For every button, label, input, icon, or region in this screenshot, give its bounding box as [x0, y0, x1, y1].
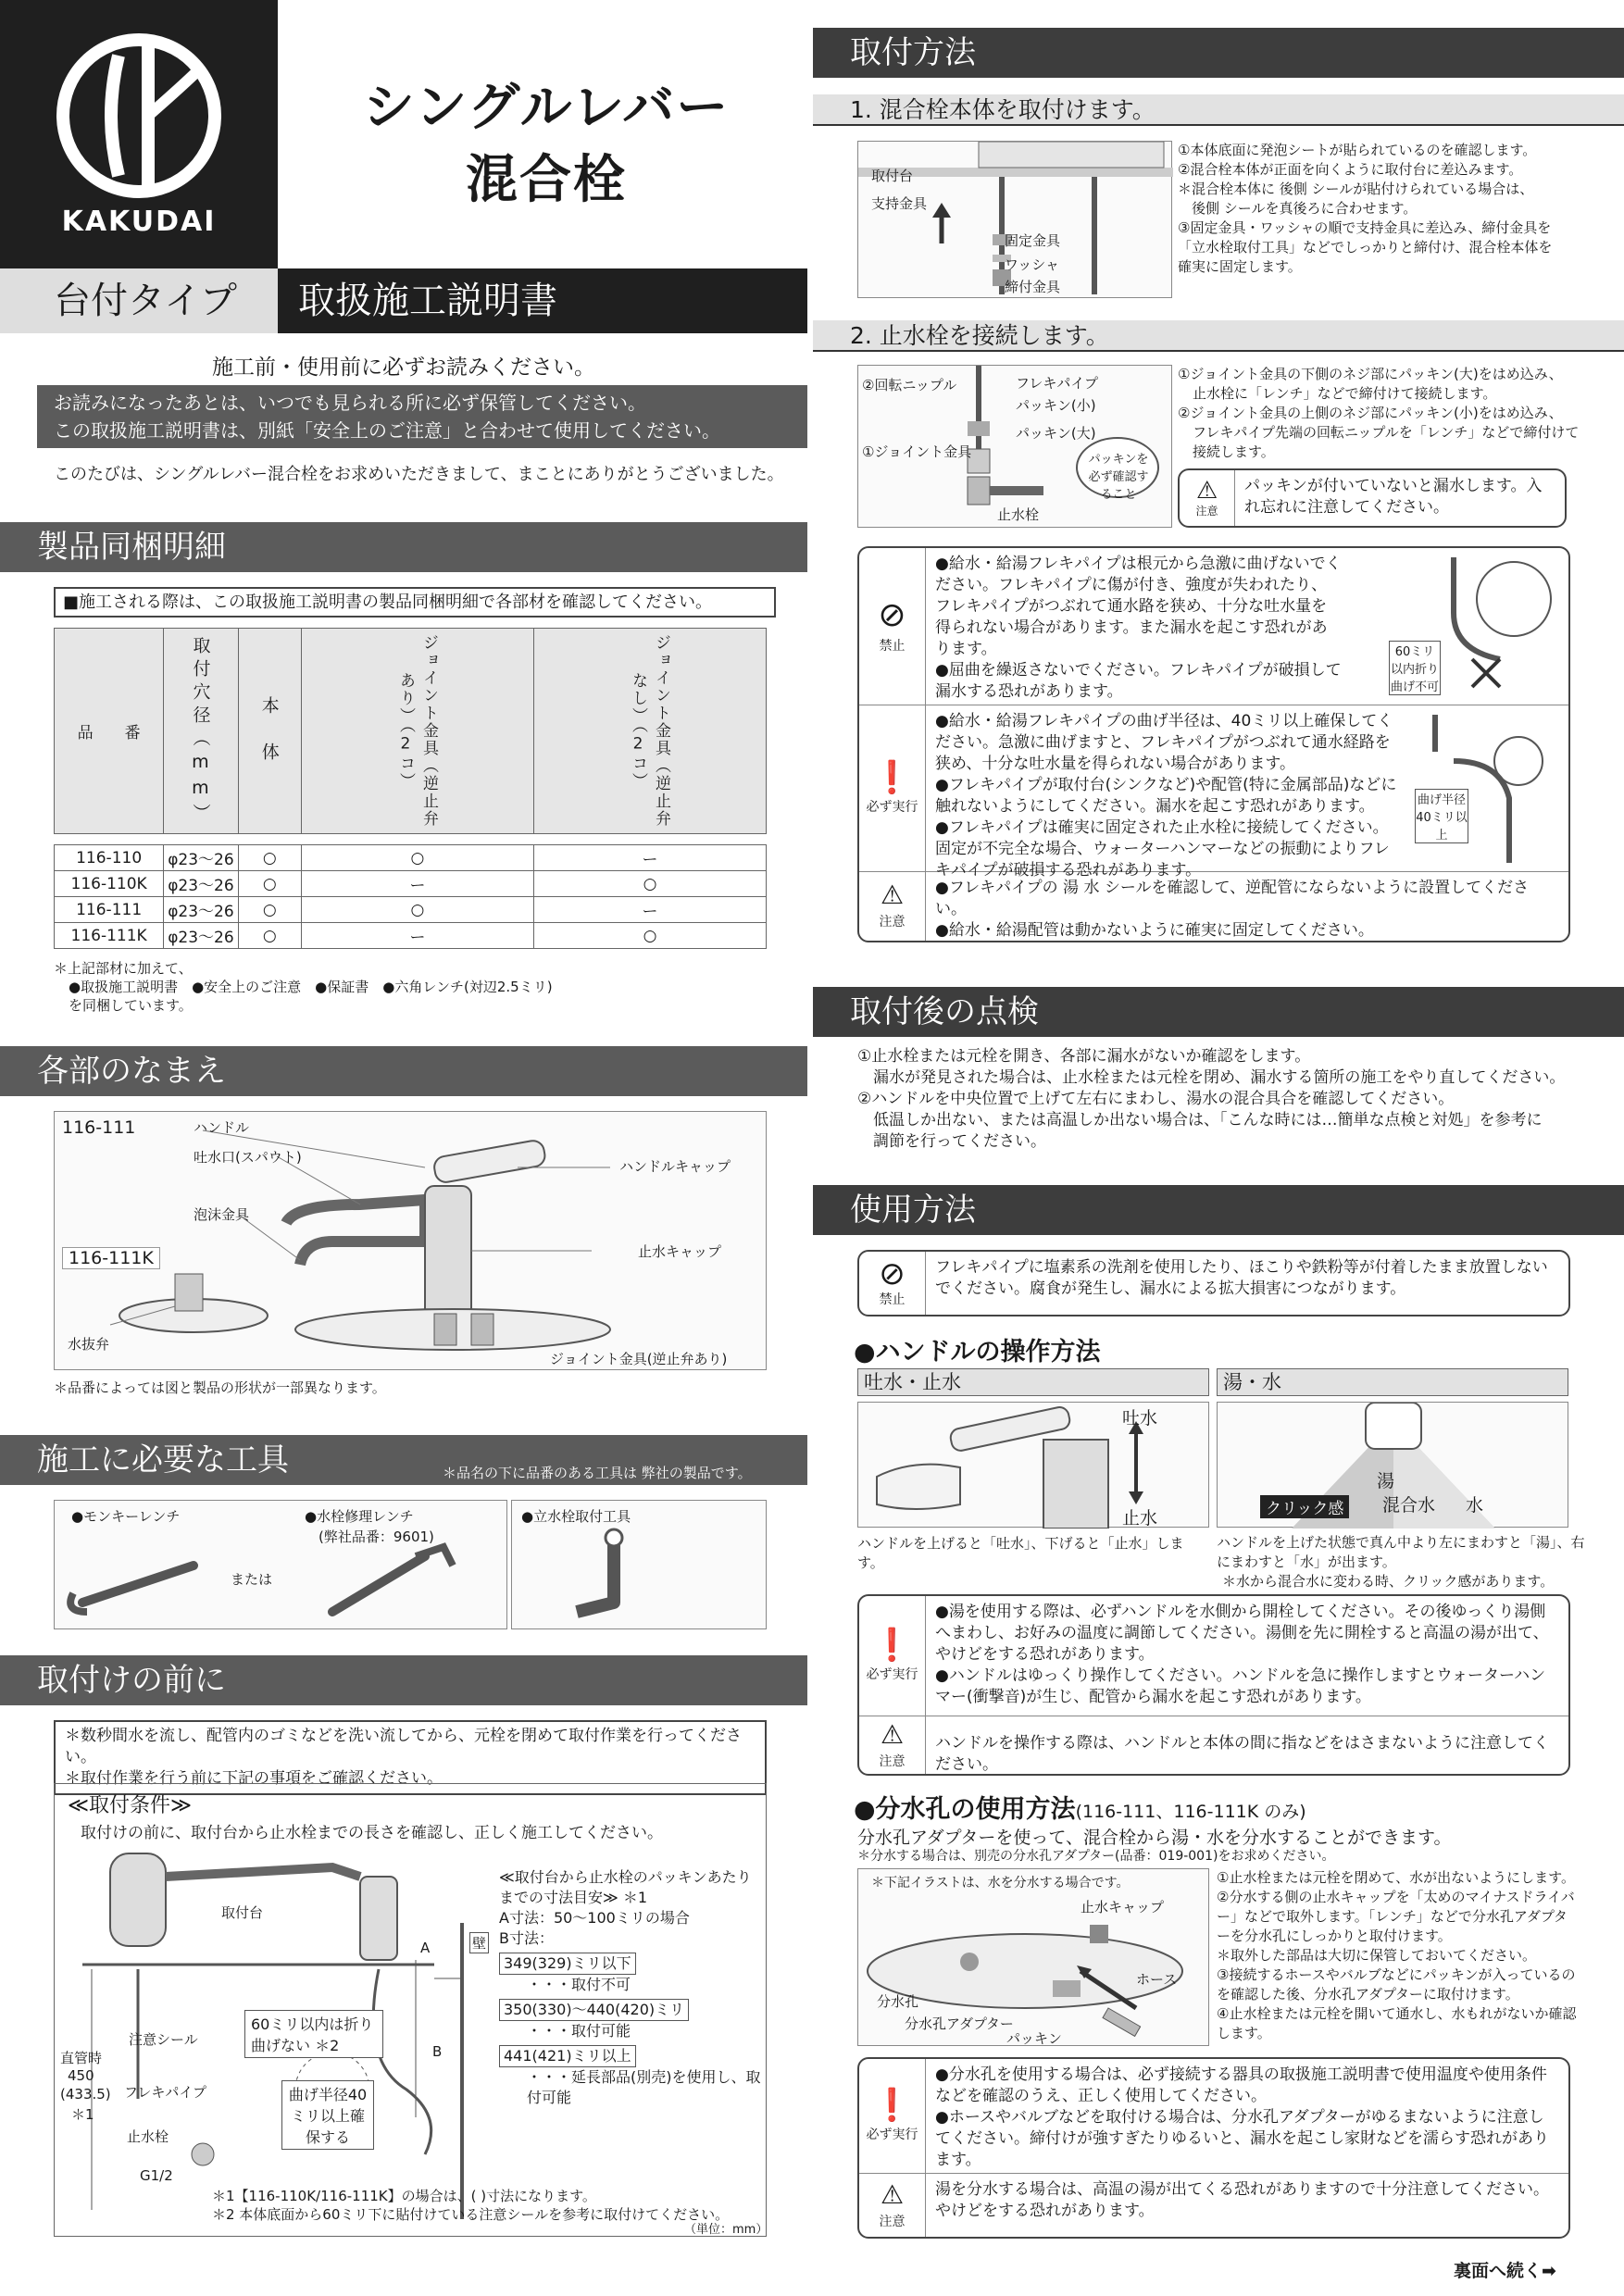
install-conditions: ≪取付条件≫ 取付けの前に、取付台から止水栓までの長さを確認し、正しく施工してください。 取付台 注意シール フレキパイプ 止水栓 直管時 450 (433.5) ＊1 G1/2 壁 A B 60ミリ以内は折り曲げない ＊2 曲げ半径40ミリ以上確保する ≪取付台から止水栓のパッキンあたりまでの寸法目安≫ ＊1 A寸法：50～100ミリの場合 B寸法： 349(329)ミリ以下 ・・・取付不可 350(330)～440(420)ミリ ・・・取付可能 441(421)ミリ以上 ・・・延長部品(別売)を使用し、取付可能 ＊1【116-110K/116-111K】の場合は、( )寸法になります。 ＊2 本体底面から60ミリ下に貼付けている注意シールを参考に取付けてください。 （単位：mm）	[54, 1783, 767, 2237]
th-part-no: 品 番	[55, 629, 164, 834]
pipe-bend-icon	[1352, 548, 1565, 705]
tools-box-1	[54, 1500, 507, 1629]
step-2-caution: ⚠ 注意 パッキンが付いていないと漏水します。入れ忘れに注意してください。	[1178, 468, 1567, 528]
label-b: B	[432, 2043, 443, 2060]
label-handle-cap: ハンドルキャップ	[619, 1158, 731, 1175]
label-aerator: 泡沫金具	[194, 1206, 250, 1223]
section-check: 取付後の点検	[813, 987, 1624, 1037]
handle-warnings: ❗ 必ず実行 ●湯を使用する際は、必ずハンドルを水側から開栓してください。その後ゆっくり湯側へまわし、お好みの温度に調節してください。湯側を先に開栓すると高温の湯が出て、やけどをする恐れがあります。 ●ハンドルはゆっくり操作してください。ハンドルを急に操作しますとウォーターハンマー(衝撃音)が生じ、配管から漏水を起こす恐れがあります。 ⚠ 注意 ハンドルを操作する際は、ハンドルと本体の間に指などをはさまないように注意してください。	[857, 1594, 1570, 1776]
label-handle: ハンドル	[194, 1119, 250, 1136]
model-label: 116-111	[62, 1117, 136, 1138]
parts-table	[54, 628, 767, 949]
conditions-foot-1: ＊1【116-110K/116-111K】の場合は、( )寸法になります。	[212, 2188, 596, 2204]
conditions-title: ≪取付条件≫	[68, 1794, 193, 1817]
type-label: 台付タイプ	[0, 268, 278, 333]
handle-col-1: 吐水・止水	[857, 1368, 1209, 1396]
branch-sub-2: ＊分水する場合は、別売の分水孔アダプター(品番：019-001)をお求めください。	[857, 1849, 1335, 1864]
keep-notice	[37, 385, 807, 448]
callout-bend-60: 60ミリ以内は折り曲げない ＊2	[244, 2010, 383, 2058]
title-line-1: シングルレバー	[362, 78, 731, 138]
table-row: 116-111K φ23～26 ○ ー ○	[55, 923, 767, 949]
callout-radius-40: 曲げ半径40ミリ以上確保する	[281, 2080, 374, 2150]
section-contents: 製品同梱明細	[0, 522, 807, 572]
table-row: 116-110 φ23～26 ○ ○ ー	[55, 845, 767, 871]
label-g12: G1/2	[140, 2167, 173, 2184]
label-a: A	[420, 1940, 431, 1956]
handle-desc-2: ハンドルを上げた状態で真ん中より左にまわすと「湯」、右にまわすと「水」が出ます。 ＊水から混合水に変わる時、クリック感があります。	[1217, 1534, 1585, 1590]
prohibit-icon: ⊘	[878, 595, 906, 634]
tool-faucet-installer: ●立水栓取付工具	[521, 1508, 631, 1525]
bend-radius-figure: 曲げ半径40ミリ以上	[1407, 705, 1568, 871]
th-hole: 取付穴径（mm）	[190, 635, 211, 827]
label-cold: 水	[1466, 1495, 1484, 1516]
before-notes: ＊数秒間水を流し、配管内のゴミなどを洗い流してから、元栓を閉めて取付作業を行ってください。 ＊取付作業を行う前に下記の事項をご確認ください。	[54, 1720, 767, 1795]
handle-desc-1: ハンドルを上げると「吐水」、下げると「止水」します。	[857, 1535, 1184, 1571]
caution-triangle-icon: ⚠	[880, 880, 905, 910]
tools-note: ＊品名の下に品番のある工具は 弊社の製品です。	[443, 1465, 752, 1481]
model-label: 116-111K	[62, 1247, 160, 1269]
label-stop-cap: 止水キャップ	[638, 1243, 722, 1260]
section-install: 取付方法	[813, 28, 1624, 78]
label-spout-on: 吐水	[1122, 1408, 1158, 1429]
contents-note: ■施工される際は、この取扱施工説明書の製品同梱明細で各部材を確認してください。	[54, 587, 776, 618]
label-spout-off: 止水	[1122, 1508, 1158, 1529]
conditions-unit: （単位：mm）	[684, 2223, 768, 2237]
prohibit-icon: ⊘	[879, 1255, 906, 1292]
label-spout: 吐水口(スパウト)	[194, 1149, 302, 1166]
dimension-guide: ≪取付台から止水栓のパッキンあたりまでの寸法目安≫ ＊1 A寸法：50～100ミリの場合 B寸法： 349(329)ミリ以下 ・・・取付不可 350(330)～440(420)ミリ ・・・取付可能 441(421)ミリ以上 ・・・延長部品(別売)を使用し、取付可能	[499, 1868, 761, 2106]
thanks-text: このたびは、シングルレバー混合栓をお求めいただきまして、まことにありがとうございました。	[54, 465, 784, 484]
conditions-foot-2: ＊2 本体底面から60ミリ下に貼付けている注意シールを参考に取付けてください。	[212, 2206, 730, 2223]
table-row: 116-111 φ23～26 ○ ○ ー	[55, 897, 767, 923]
must-do-icon: ❗	[872, 1626, 912, 1664]
th-body: 本 体	[258, 696, 280, 766]
th-joint-a: ジョイント金具（逆止弁あり）（2コ）	[395, 634, 438, 828]
branch-sub: 分水孔アダプターを使って、混合栓から湯・水を分水することができます。	[857, 1828, 1452, 1848]
step-2-title: 2. 止水栓を接続します。	[813, 320, 1624, 352]
wrench-icon	[55, 1501, 508, 1630]
logo-panel	[0, 0, 278, 268]
must-do-icon: ❗	[872, 758, 912, 796]
tool-monkey-wrench: ●モンキーレンチ	[71, 1508, 181, 1525]
bend-prohibited-figure: 60ミリ以内折り曲げ不可	[1352, 548, 1568, 705]
handle-col-2: 湯・水	[1217, 1368, 1568, 1396]
tool-repair-wrench-no: (弊社品番：9601)	[319, 1529, 434, 1545]
page-title	[306, 72, 787, 217]
keep-line-1: お読みになったあとは、いつでも見られる所に必ず保管してください。	[54, 392, 646, 414]
caution-triangle-icon: ⚠	[1195, 476, 1218, 505]
usage-prohibit: ⊘ 禁止 フレキパイプに塩素系の洗剤を使用したり、ほこりや鉄粉等が付着したまま放置しないでください。腐食が発生し、漏水による拡大損害につながります。	[857, 1250, 1570, 1316]
section-before: 取付けの前に	[0, 1655, 807, 1705]
branch-title: ●分水孔の使用方法(116-111、116-111K のみ)	[854, 1795, 1306, 1824]
branch-warnings: ❗ 必ず実行 ●分水孔を使用する場合は、必ず接続する器具の取扱施工説明書で使用温度や使用条件などを確認のうえ、正しく使用してください。 ●ホースやバルブなどを取付ける場合は、分水孔アダプターがゆるまないように注意してください。締付けが強すぎたりゆるいと、漏水を起こし家財などを濡らす恐れがあります。 ⚠ 注意 湯を分水する場合は、高温の湯が出てくる恐れがありますので十分注意してください。やけどをする恐れがあります。	[857, 2057, 1570, 2239]
label-mount: 取付台	[221, 1904, 264, 1921]
next-page-link[interactable]: 裏面へ続く➡	[1454, 2261, 1556, 2281]
title-line-2: 混合栓	[466, 150, 627, 210]
tool-or: または	[231, 1571, 273, 1588]
label-wall: 壁	[469, 1932, 489, 1953]
section-tools: 施工に必要な工具	[0, 1435, 807, 1485]
label-mix: 混合水	[1382, 1495, 1436, 1516]
handle-figure-1	[857, 1402, 1209, 1528]
handle-title: ●ハンドルの操作方法	[854, 1338, 1101, 1366]
label-straight: 直管時	[60, 2050, 103, 2066]
th-joint-b: ジョイント金具（逆止弁なし）（2コ）	[628, 634, 670, 828]
caution-triangle-icon: ⚠	[880, 2179, 905, 2210]
section-part-names: 各部のなまえ	[0, 1046, 807, 1096]
branch-figure: ＊下記イラストは、水を分水する場合です。 止水キャップ ホース 分水孔 分水孔アダプター パッキン	[857, 1868, 1209, 2046]
step-1-title: 1. 混合栓本体を取付けます。	[813, 94, 1624, 126]
part-names-figure	[54, 1111, 767, 1370]
tools-box-2	[511, 1500, 767, 1629]
label-joint: ジョイント金具(逆止弁あり)	[550, 1351, 728, 1367]
step-1-figure: 取付台 支持金具 固定金具 ワッシャ 締付金具	[857, 141, 1172, 298]
names-note: ＊品番によっては図と製品の形状が一部異なります。	[54, 1379, 386, 1396]
conditions-text: 取付けの前に、取付台から止水栓までの長さを確認し、正しく施工してください。	[81, 1824, 663, 1842]
check-text: ①止水栓または元栓を開き、各部に漏水がないか確認をします。 漏水が発見された場合は、止水栓または元栓を閉め、漏水する箇所の施工をやり直してください。 ②ハンドルを中央位置で上げて左右にまわし、湯水の混合具合を確認してください。 低温しか出ない、または高温しか出ない場合は、「こんな時には…簡単な点検と対処」を参考に 調節を行ってください。	[857, 1047, 1566, 1151]
label-caution-seal: 注意シール	[129, 2031, 198, 2048]
step-1-text: ①本体底面に発泡シートが貼られているのを確認します。 ②混合栓本体が正面を向くように取付台に差込みます。 ＊混合栓本体に 後側 シールが貼付けられている場合は、 後側 シールを真後ろに合わせます。 ③固定金具・ワッシャの順で支持金具に差込み、締付金具を 「立水栓取付工具」などでしっかりと締付け、混合栓本体を 確実に固定します。	[1178, 142, 1553, 275]
brand-name: KAKUDAI	[61, 206, 217, 238]
flex-pipe-warnings: ⊘ 禁止 ●給水・給湯フレキパイプは根元から急激に曲げないでください。フレキパイプに傷が付き、強度が失われたり、フレキパイプがつぶれて通水路を狭め、十分な吐水量を得られない場合があります。また漏水を起こす恐れがあります。 ●屈曲を繰返さないでください。フレキパイプが破損して漏水する恐れがあります。 60ミリ以内折り曲げ不可 ❗ 必ず実行 ●給水・給湯フレキパイプの曲げ半径は、40ミリ以上確保してください。急激に曲げますと、フレキパイプがつぶれて通水経路を狭め、十分な吐水量を得られない場合があります。 ●フレキパイプが取付台(シンクなど)や配管(特に金属部品)などに触れないようにしてください。漏水を起こす恐れがあります。 ●フレキパイプは確実に固定された止水栓に接続してください。固定が不完全な場合、ウォーターハンマーなどの振動によりフレキパイプが破損する恐れがあります。 曲げ半径40ミリ以上 ⚠ 注意 ●フレキパイプの 湯 水 シールを確認して、逆配管にならないように設置してください。 ●給水・給湯配管は動かないように確実に固定してください。	[857, 546, 1570, 942]
section-usage: 使用方法	[813, 1185, 1624, 1235]
label-stop-valve: 止水栓	[127, 2128, 169, 2145]
label-hot: 湯	[1377, 1471, 1395, 1491]
socket-tool-icon	[512, 1501, 768, 1630]
keep-line-2: この取扱施工説明書は、別紙「安全上のご注意」と合わせて使用してください。	[54, 419, 720, 442]
step-2-figure: ②回転ニップル フレキパイプ パッキン(小) パッキン(大) ①ジョイント金具 止水栓 パッキンを必ず確認すること	[857, 365, 1172, 528]
doc-label: 取扱施工説明書	[278, 268, 807, 333]
label-click: クリック感	[1260, 1495, 1349, 1518]
handle-figure-2	[1217, 1402, 1568, 1528]
read-first: 施工前・使用前に必ずお読みください。	[212, 356, 595, 380]
label-drain-valve: 水抜弁	[68, 1336, 110, 1353]
tool-repair-wrench: ●水栓修理レンチ	[305, 1508, 414, 1525]
caution-triangle-icon: ⚠	[880, 1719, 905, 1750]
branch-steps: ①止水栓または元栓を閉めて、水が出ないようにします。 ②分水する側の止水キャップを「太めのマイナスドライバー」などで取外します。「レンチ」などで分水孔アダプターを分水孔にしっかりと取付けます。 ＊取外した部品は大切に保管しておいてください。 ③接続するホースやバルブなどにパッキンが入っているのを確認した後、分水孔アダプターに取付けます。 ④止水栓または元栓を開いて通水し、水もれがないか確認します。	[1217, 1869, 1577, 2041]
step-2-text: ①ジョイント金具の下側のネジ部にパッキン(大)をはめ込み、 止水栓に「レンチ」などで締付けて接続します。 ②ジョイント金具の上側のネジ部にパッキン(小)をはめ込み、 フレキパイプ先端の回転ニップルを「レンチ」などで締付けて 接続します。	[1178, 366, 1580, 460]
must-do-icon: ❗	[872, 2086, 912, 2124]
table-row: 116-110K φ23～26 ○ ー ○	[55, 871, 767, 897]
label-flex-pipe: フレキパイプ	[124, 2084, 206, 2101]
table-footnote: ＊上記部材に加えて、 ●取扱施工説明書 ●安全上のご注意 ●保証書 ●六角レンチ(対辺2.5ミリ) を同梱しています。	[54, 960, 553, 1014]
